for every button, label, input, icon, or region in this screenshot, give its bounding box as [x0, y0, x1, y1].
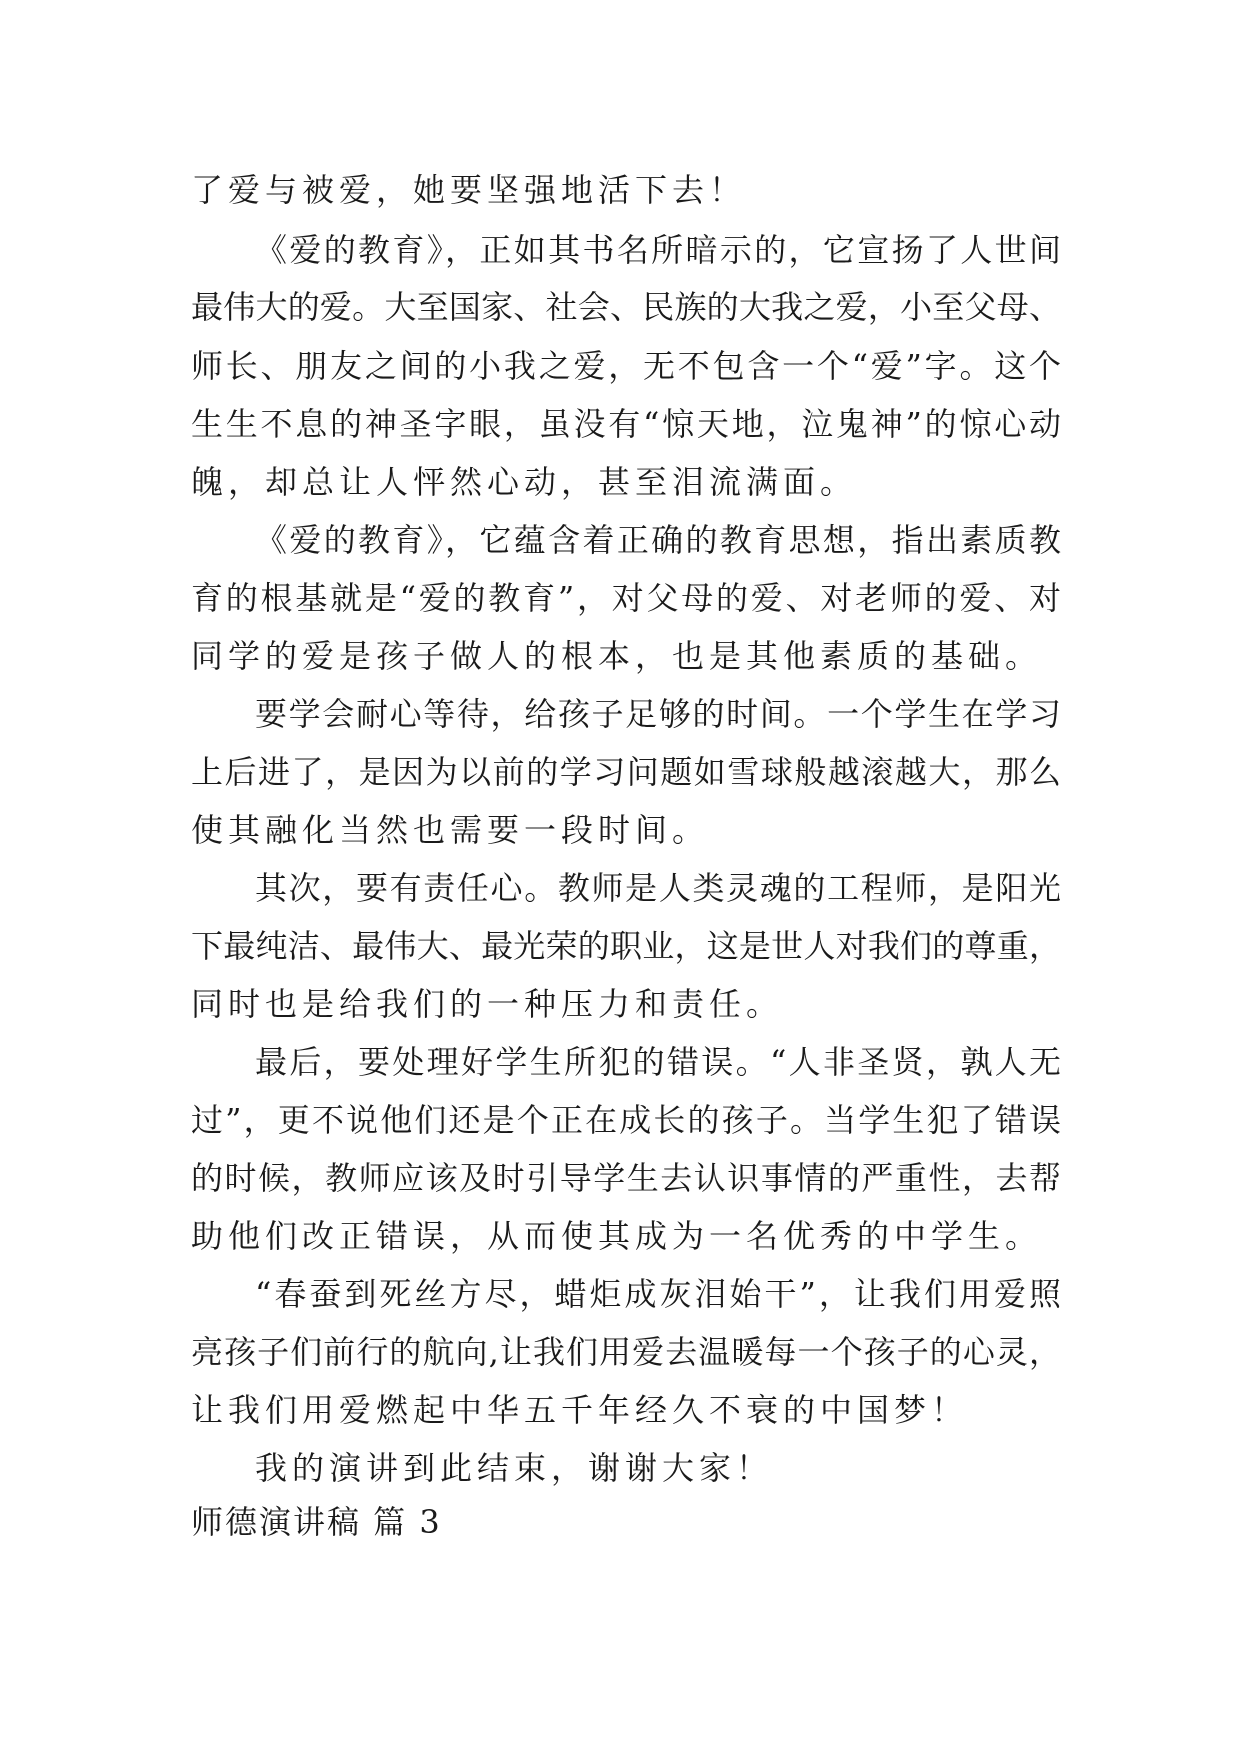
text-line: 育的根基就是“爱的教育”，对父母的爱、对老师的爱、对 — [191, 579, 1061, 617]
closing-line: 我的演讲到此结束，谢谢大家！ — [255, 1449, 774, 1487]
text-line: 过”，更不说他们还是个正在成长的孩子。当学生犯了错误 — [191, 1101, 1061, 1139]
text-line: 让我们用爱燃起中华五千年经久不衰的中国梦！ — [191, 1391, 969, 1429]
paragraph-first-line: 其次，要有责任心。教师是人类灵魂的工程师，是阳光 — [255, 869, 1061, 907]
text-line: 师长、朋友之间的小我之爱，无不包含一个“爱”字。这个 — [191, 347, 1061, 385]
paragraph-first-line: 《爱的教育》，正如其书名所暗示的，它宣扬了人世间 — [255, 231, 1061, 269]
paragraph-first-line: “春蚕到死丝方尽，蜡炬成灰泪始干”，让我们用爱照 — [255, 1275, 1061, 1313]
section-heading: 师德演讲稿 篇 3 — [191, 1503, 442, 1541]
paragraph-first-line: 最后，要处理好学生所犯的错误。“人非圣贤，孰人无 — [255, 1043, 1061, 1081]
paragraph-first-line: 《爱的教育》，它蕴含着正确的教育思想，指出素质教 — [255, 521, 1061, 559]
text-line: 下最纯洁、最伟大、最光荣的职业，这是世人对我们的尊重， — [191, 927, 1061, 965]
paragraph-first-line: 要学会耐心等待，给孩子足够的时间。一个学生在学习 — [255, 695, 1061, 733]
text-line: 了爱与被爱，她要坚强地活下去！ — [191, 171, 747, 209]
text-line: 魄，却总让人怦然心动，甚至泪流满面。 — [191, 463, 858, 501]
text-line: 同学的爱是孩子做人的根本，也是其他素质的基础。 — [191, 637, 1043, 675]
text-line: 助他们改正错误，从而使其成为一名优秀的中学生。 — [191, 1217, 1043, 1255]
text-line: 的时候，教师应该及时引导学生去认识事情的严重性，去帮 — [191, 1159, 1061, 1197]
text-line: 亮孩子们前行的航向,让我们用爱去温暖每一个孩子的心灵， — [191, 1333, 1061, 1371]
text-line: 同时也是给我们的一种压力和责任。 — [191, 985, 784, 1023]
text-line: 最伟大的爱。大至国家、社会、民族的大我之爱，小至父母、 — [191, 288, 1061, 326]
text-line: 生生不息的神圣字眼，虽没有“惊天地，泣鬼神”的惊心动 — [191, 405, 1061, 443]
text-line: 使其融化当然也需要一段时间。 — [191, 811, 710, 849]
text-line: 上后进了，是因为以前的学习问题如雪球般越滚越大，那么 — [191, 753, 1061, 791]
